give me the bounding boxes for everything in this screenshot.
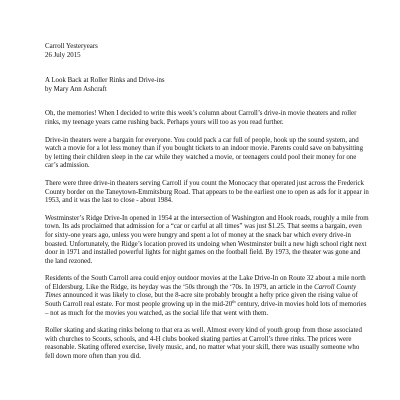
article-title: A Look Back at Roller Rinks and Drive-ins <box>45 77 165 85</box>
paragraph: Oh, the memories! When I decided to write this week’s column about Carroll’s drive-in movie theaters and roller rinks, my teenage years came rushing back. Perhaps yours will too as you read further. <box>45 110 357 126</box>
column-name: Carroll Yesteryears <box>45 43 98 50</box>
superscript: th <box>232 299 236 305</box>
column-header <box>45 43 370 60</box>
paragraph-text: announced it was likely to close, but the 8-acre site probably brought a hefty price given the rising value of South Carroll real estate. For most people growing up in the mid-20 <box>45 292 358 309</box>
column-date: 26 July 2015 <box>45 51 81 59</box>
paragraph: Drive-in theaters were a bargain for everyone. You could pack a car full of people, hook up the sound system, and watch a movie for a lot less money than if you bought tickets to an indoor movie. Parents could save on babysitting by letting their children sleep in the car while they watched a movie, or teenagers could pool their money for one car’s admission. <box>45 136 364 170</box>
paragraph: Westminster’s Ridge Drive-In opened in 1954 at the intersection of Washington and Hook roads, roughly a mile from town. Its ads proclaimed that admission for a “car or carful at all times” was just $1.25. That seems a bargain, even for sixty-one years ago, unless you were hungry and spent a lot of money at the snack bar which every drive-in boasted. Unfortunately, the Ridge’s location proved its undoing when Westminster built a new high school right next door in 1971 and installed powerful lights for night games on the football field. By 1973, the theater was gone and the land rezoned. <box>45 214 369 265</box>
paragraph: Roller skating and skating rinks belong to that era as well. Almost every kind of youth group from those associated with churches to Scouts, schools, and 4-H clubs booked skating parties at Carroll’s three rinks. The prices were reasonable. Skating offered exercise, lively music, and, no matter what your skill, there was usually someone who fell down more often than you did. <box>45 327 362 361</box>
byline: by Mary Ann Ashcraft <box>45 85 107 93</box>
paragraph <box>45 275 370 318</box>
paragraph: There were three drive-in theaters serving Carroll if you count the Monocacy that operated just across the Frederick County border on the Taneytown-Emmitsburg Road. That appears to be the earliest one to open as ads for it appear in 1953, and it was the last to close - about 1984. <box>45 179 369 205</box>
newspaper-name: Carroll County Times <box>45 283 357 300</box>
paragraph-text: century, drive-in movies hold lots of memories – not as much for the movies you watched, as the social life that went with them. <box>45 301 367 317</box>
article-body <box>45 43 370 362</box>
title-block <box>45 77 370 94</box>
paragraph-text: Residents of the South Carroll area could enjoy outdoor movies at the Lake Drive-In on Route 32 about a mile north of Eldersburg. Like the Ridge, its heyday was the ‘50s through the ‘70s. In 1979, an article in the <box>45 275 366 291</box>
